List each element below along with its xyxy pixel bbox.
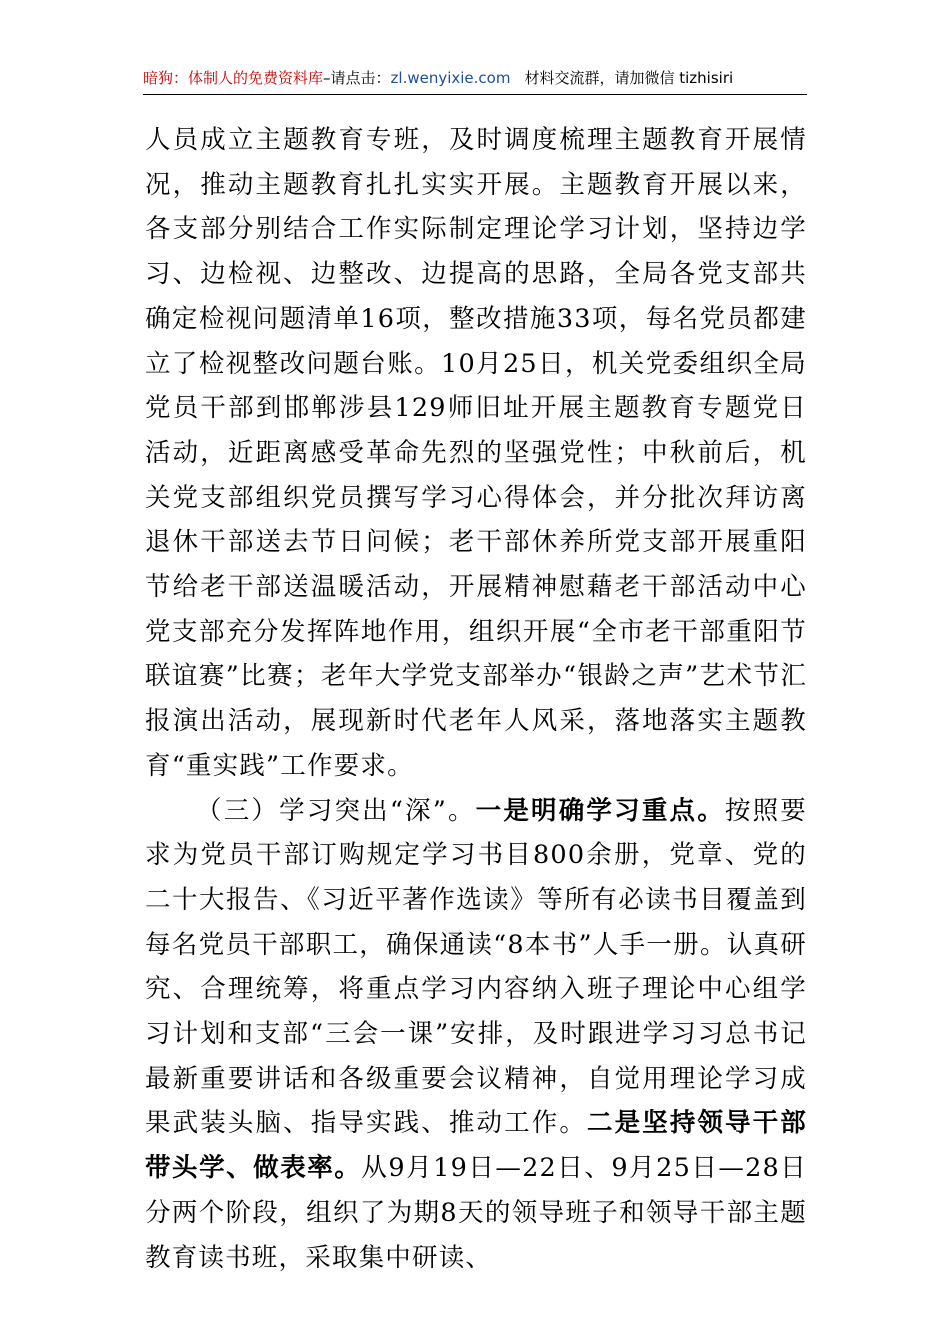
page-header [143, 62, 807, 95]
document-body [145, 118, 807, 1280]
header-brand[interactable]: 暗狗：体制人的免费资料库 [143, 69, 324, 87]
header-prompt: –请点击： [323, 69, 391, 87]
point-1-text: 按照要求为党员干部订购规定学习书目800余册，党章、党的二十大报告、《习近平著作选读》等所有必读书目覆盖到每名党员干部职工，确保通读“8本书”人手一册。认真研究、合理统筹，将重点学习内容纳入班子理论中心组学习计划和支部“三会一课”安排，及时跟进学习习总书记最新重要讲话和各级重要会议精神，自觉用理论学习成果武装头脑、指导实践、推动工作。 [145, 795, 807, 1139]
header-wechat-note: 材料交流群，请加微信 tizhisiri [524, 69, 734, 87]
body-paragraph-2 [145, 789, 807, 1281]
header-url-link[interactable]: zl.wenyixie.com [390, 69, 511, 87]
point-2-text: 从9月19日—22日、9月25日—28日分两个阶段，组织了为期8天的领导班子和领导干部主题教育读书班，采取集中研读、 [145, 1153, 807, 1273]
section-heading: （三）学习突出“深”。 [196, 795, 476, 826]
point-2-title: 二是坚持领导干部带头学、做表率。 [145, 1108, 808, 1184]
point-1-title: 一是明确学习重点。 [475, 795, 725, 826]
body-paragraph-1: 人员成立主题教育专班，及时调度梳理主题教育开展情况，推动主题教育扎扎实实开展。主题教育开展以来，各支部分别结合工作实际制定理论学习计划，坚持边学习、边检视、边整改、边提高的思路，全局各党支部共确定检视问题清单16项，整改措施33项，每名党员都建立了检视整改问题台账。10月25日，机关党委组织全局党员干部到邯郸涉县129师旧址开展主题教育专题党日活动，近距离感受革命先烈的坚强党性；中秋前后，机关党支部组织党员撰写学习心得体会，并分批次拜访离退休干部送去节日问候；老干部休养所党支部开展重阳节给老干部送温暖活动，开展精神慰藉老干部活动中心党支部充分发挥阵地作用，组织开展“全市老干部重阳节联谊赛”比赛；老年大学党支部举办“银龄之声”艺术节汇报演出活动，展现新时代老年人风采，落地落实主题教育“重实践”工作要求。 [145, 125, 807, 781]
